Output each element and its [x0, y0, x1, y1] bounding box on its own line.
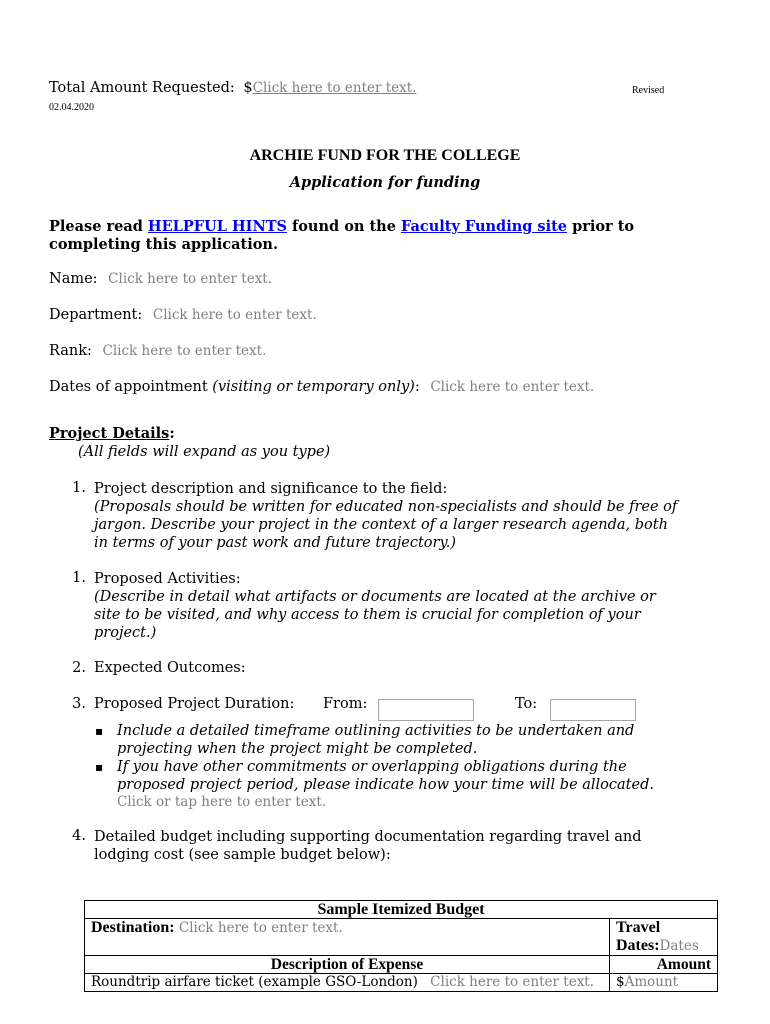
item-proposed-activities [94, 570, 656, 642]
item-duration-title: Proposed Project Duration: [94, 696, 295, 712]
to-date-field[interactable] [550, 699, 636, 721]
department-label: Department: [49, 307, 143, 323]
revised-label: Revised [632, 85, 665, 96]
department-row [49, 307, 317, 323]
bullet-line: proposed project period, please indicate how your time will be allocated. [117, 777, 654, 793]
expense-amount-field[interactable]: Amount [624, 974, 679, 990]
intro-text [49, 218, 634, 254]
destination-label: Destination: [91, 919, 175, 936]
travel-dates-field[interactable]: Dates [659, 938, 699, 954]
intro-text-part: Please read [49, 218, 148, 235]
intro-text-part: found on the [286, 218, 401, 235]
faculty-funding-link[interactable]: Faculty Funding site [400, 218, 568, 235]
dates-row [49, 379, 594, 395]
bullet-line: projecting when the project might be completed. [117, 741, 478, 757]
item-title: Project description and significance to the field: [94, 481, 448, 497]
item-desc-line: (Proposals should be written for educated non-specialists and should be free of [94, 499, 678, 515]
dates-field[interactable]: Click here to enter text. [430, 379, 595, 395]
item-desc-line: jargon. Describe your project in the context of a larger research agenda, both [94, 517, 668, 533]
item-expected-outcomes: Expected Outcomes: [94, 660, 246, 676]
item-title: Proposed Activities: [94, 571, 241, 587]
dollar-sign: $ [243, 80, 253, 96]
item-number: 1. [72, 570, 86, 586]
destination-cell [85, 919, 610, 956]
revised-date: 02.04.2020 [49, 102, 94, 113]
item-number: 3. [72, 696, 86, 712]
from-date-field[interactable] [378, 699, 474, 721]
dates-note: (visiting or temporary only) [212, 379, 415, 395]
project-details-title: Project Details [49, 425, 170, 442]
destination-field[interactable]: Click here to enter text. [178, 920, 343, 936]
bullet-item [95, 722, 715, 758]
intro-text-part: prior to [567, 218, 635, 235]
rank-field[interactable]: Click here to enter text. [102, 343, 267, 359]
name-label: Name: [49, 271, 98, 287]
sample-budget-table [84, 900, 718, 992]
dates-colon: : [414, 379, 420, 395]
project-details-note: (All fields will expand as you type) [78, 444, 331, 460]
from-label: From: [323, 696, 368, 712]
total-amount-label: Total Amount Requested: [49, 80, 235, 96]
bullet-line: ▪ Include a detailed timeframe outlining activities to be undertaken and [117, 723, 635, 739]
rank-label: Rank: [49, 343, 92, 359]
total-amount-row [49, 80, 416, 96]
col-amount-header: Amount [610, 956, 718, 974]
rank-row [49, 343, 266, 359]
item-title-line: Detailed budget including supporting documentation regarding travel and [94, 829, 642, 845]
item-title-line: lodging cost (see sample budget below): [94, 847, 391, 863]
item-desc-line: project.) [94, 625, 157, 641]
expense-description-field[interactable]: Click here to enter text. [430, 974, 595, 990]
page-title: ARCHIE FUND FOR THE COLLEGE [249, 147, 521, 164]
item-desc-line: (Describe in detail what artifacts or documents are located at the archive or [94, 589, 656, 605]
item-number: 1. [72, 480, 86, 496]
department-field[interactable]: Click here to enter text. [152, 307, 317, 323]
page-subtitle: Application for funding [289, 174, 481, 191]
expense-description-cell [85, 974, 610, 992]
expense-dollar: $ [616, 974, 625, 990]
travel-dates-cell [610, 919, 718, 956]
intro-text-part: completing this application. [49, 236, 278, 253]
duration-bullets [95, 722, 715, 794]
duration-text-field[interactable]: Click or tap here to enter text. [117, 794, 327, 810]
item-number: 2. [72, 660, 86, 676]
expense-amount-cell [610, 974, 718, 992]
project-details-heading [49, 425, 175, 442]
travel-dates-label: Travel Dates: [616, 919, 661, 954]
bullet-item [95, 758, 715, 794]
to-label: To: [515, 696, 538, 712]
item-desc-line: in terms of your past work and future trajectory.) [94, 535, 456, 551]
dates-label: Dates of appointment [49, 379, 213, 395]
item-detailed-budget [94, 828, 642, 864]
item-desc-line: site to be visited, and why access to them is crucial for completion of your [94, 607, 641, 623]
name-row [49, 271, 272, 287]
bullet-line: ▪ If you have other commitments or overlapping obligations during the [117, 759, 627, 775]
project-details-colon: : [169, 425, 175, 442]
helpful-hints-link[interactable]: HELPFUL HINTS [147, 218, 287, 235]
total-amount-field[interactable]: Click here to enter text. [252, 80, 417, 96]
col-description-header: Description of Expense [85, 956, 610, 974]
name-field[interactable]: Click here to enter text. [108, 271, 273, 287]
item-project-description [94, 480, 677, 552]
item-number: 4. [72, 828, 86, 844]
budget-table-title: Sample Itemized Budget [85, 901, 718, 919]
expense-description: Roundtrip airfare ticket (example GSO-London) [91, 974, 418, 990]
